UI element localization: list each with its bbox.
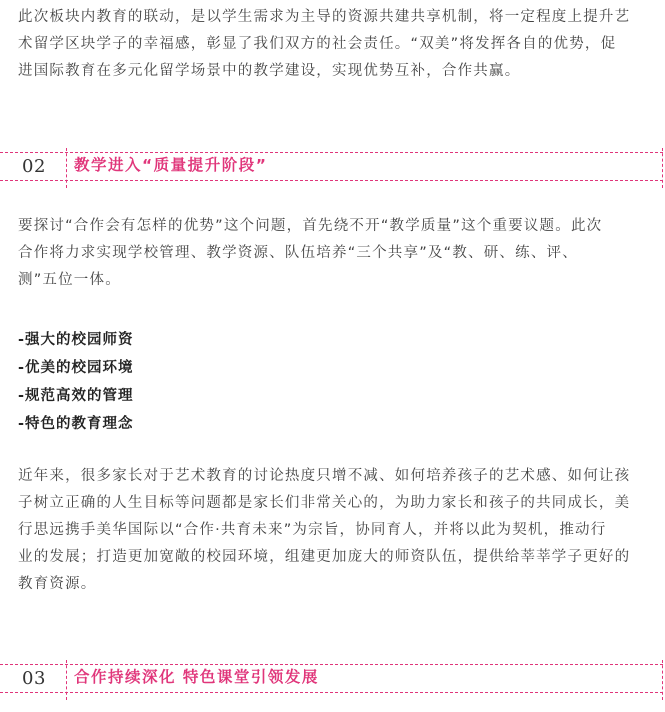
body-line: 近年来，很多家长对于艺术教育的讨论热度只增不减、如何培养孩子的艺术感、如何让孩 — [18, 468, 631, 484]
feature-list — [18, 326, 134, 438]
intro-line: 术留学区块学子的幸福感，彰显了我们双方的社会责任。“双美”将发挥各自的优势，促 — [18, 36, 617, 52]
section-number: 03 — [22, 668, 46, 689]
feature-list-item: -优美的校园环境 — [18, 360, 134, 376]
section-divider-vertical — [66, 660, 67, 700]
section2-line: 合作将力求实现学校管理、教学资源、队伍培养“三个共享”及“教、研、练、评、 — [18, 245, 578, 261]
section-number: 02 — [22, 156, 46, 177]
intro-paragraph — [18, 4, 648, 85]
section2-line: 要探讨“合作会有怎样的优势”这个问题，首先绕不开“教学质量”这个重要议题。此次 — [18, 218, 603, 234]
intro-line: 此次板块内教育的联动，是以学生需求为主导的资源共建共享机制，将一定程度上提升艺 — [18, 9, 631, 25]
section-divider-bottom — [0, 692, 663, 693]
section-header-03 — [0, 660, 665, 700]
section-title: 合作持续深化 特色课堂引领发展 — [74, 668, 319, 686]
body-line: 教育资源。 — [18, 576, 97, 592]
section-divider-vertical — [662, 148, 663, 188]
section-header-02 — [0, 148, 665, 188]
section2-line: 测”五位一体。 — [18, 272, 121, 288]
section-title: 教学进入“质量提升阶段” — [74, 156, 268, 174]
section2-paragraph — [18, 213, 648, 294]
feature-list-item: -强大的校园师资 — [18, 332, 134, 348]
feature-list-item: -特色的教育理念 — [18, 416, 134, 432]
body-line: 子树立正确的人生目标等问题都是家长们非常关心的，为助力家长和孩子的共同成长，美 — [18, 495, 631, 511]
section-divider-vertical — [662, 660, 663, 700]
body-line: 行思远携手美华国际以“合作·共育未来”为宗旨，协同育人，并将以此为契机，推动行 — [18, 522, 607, 538]
feature-list-item: -规范高效的管理 — [18, 388, 134, 404]
body-line: 业的发展；打造更加宽敞的校园环境，组建更加庞大的师资队伍，提供给莘莘学子更好的 — [18, 549, 631, 565]
section2-body-paragraph — [18, 463, 648, 598]
intro-line: 进国际教育在多元化留学场景中的教学建设，实现优势互补，合作共赢。 — [18, 63, 521, 79]
section-divider-bottom — [0, 180, 663, 181]
section-divider-vertical — [66, 148, 67, 188]
